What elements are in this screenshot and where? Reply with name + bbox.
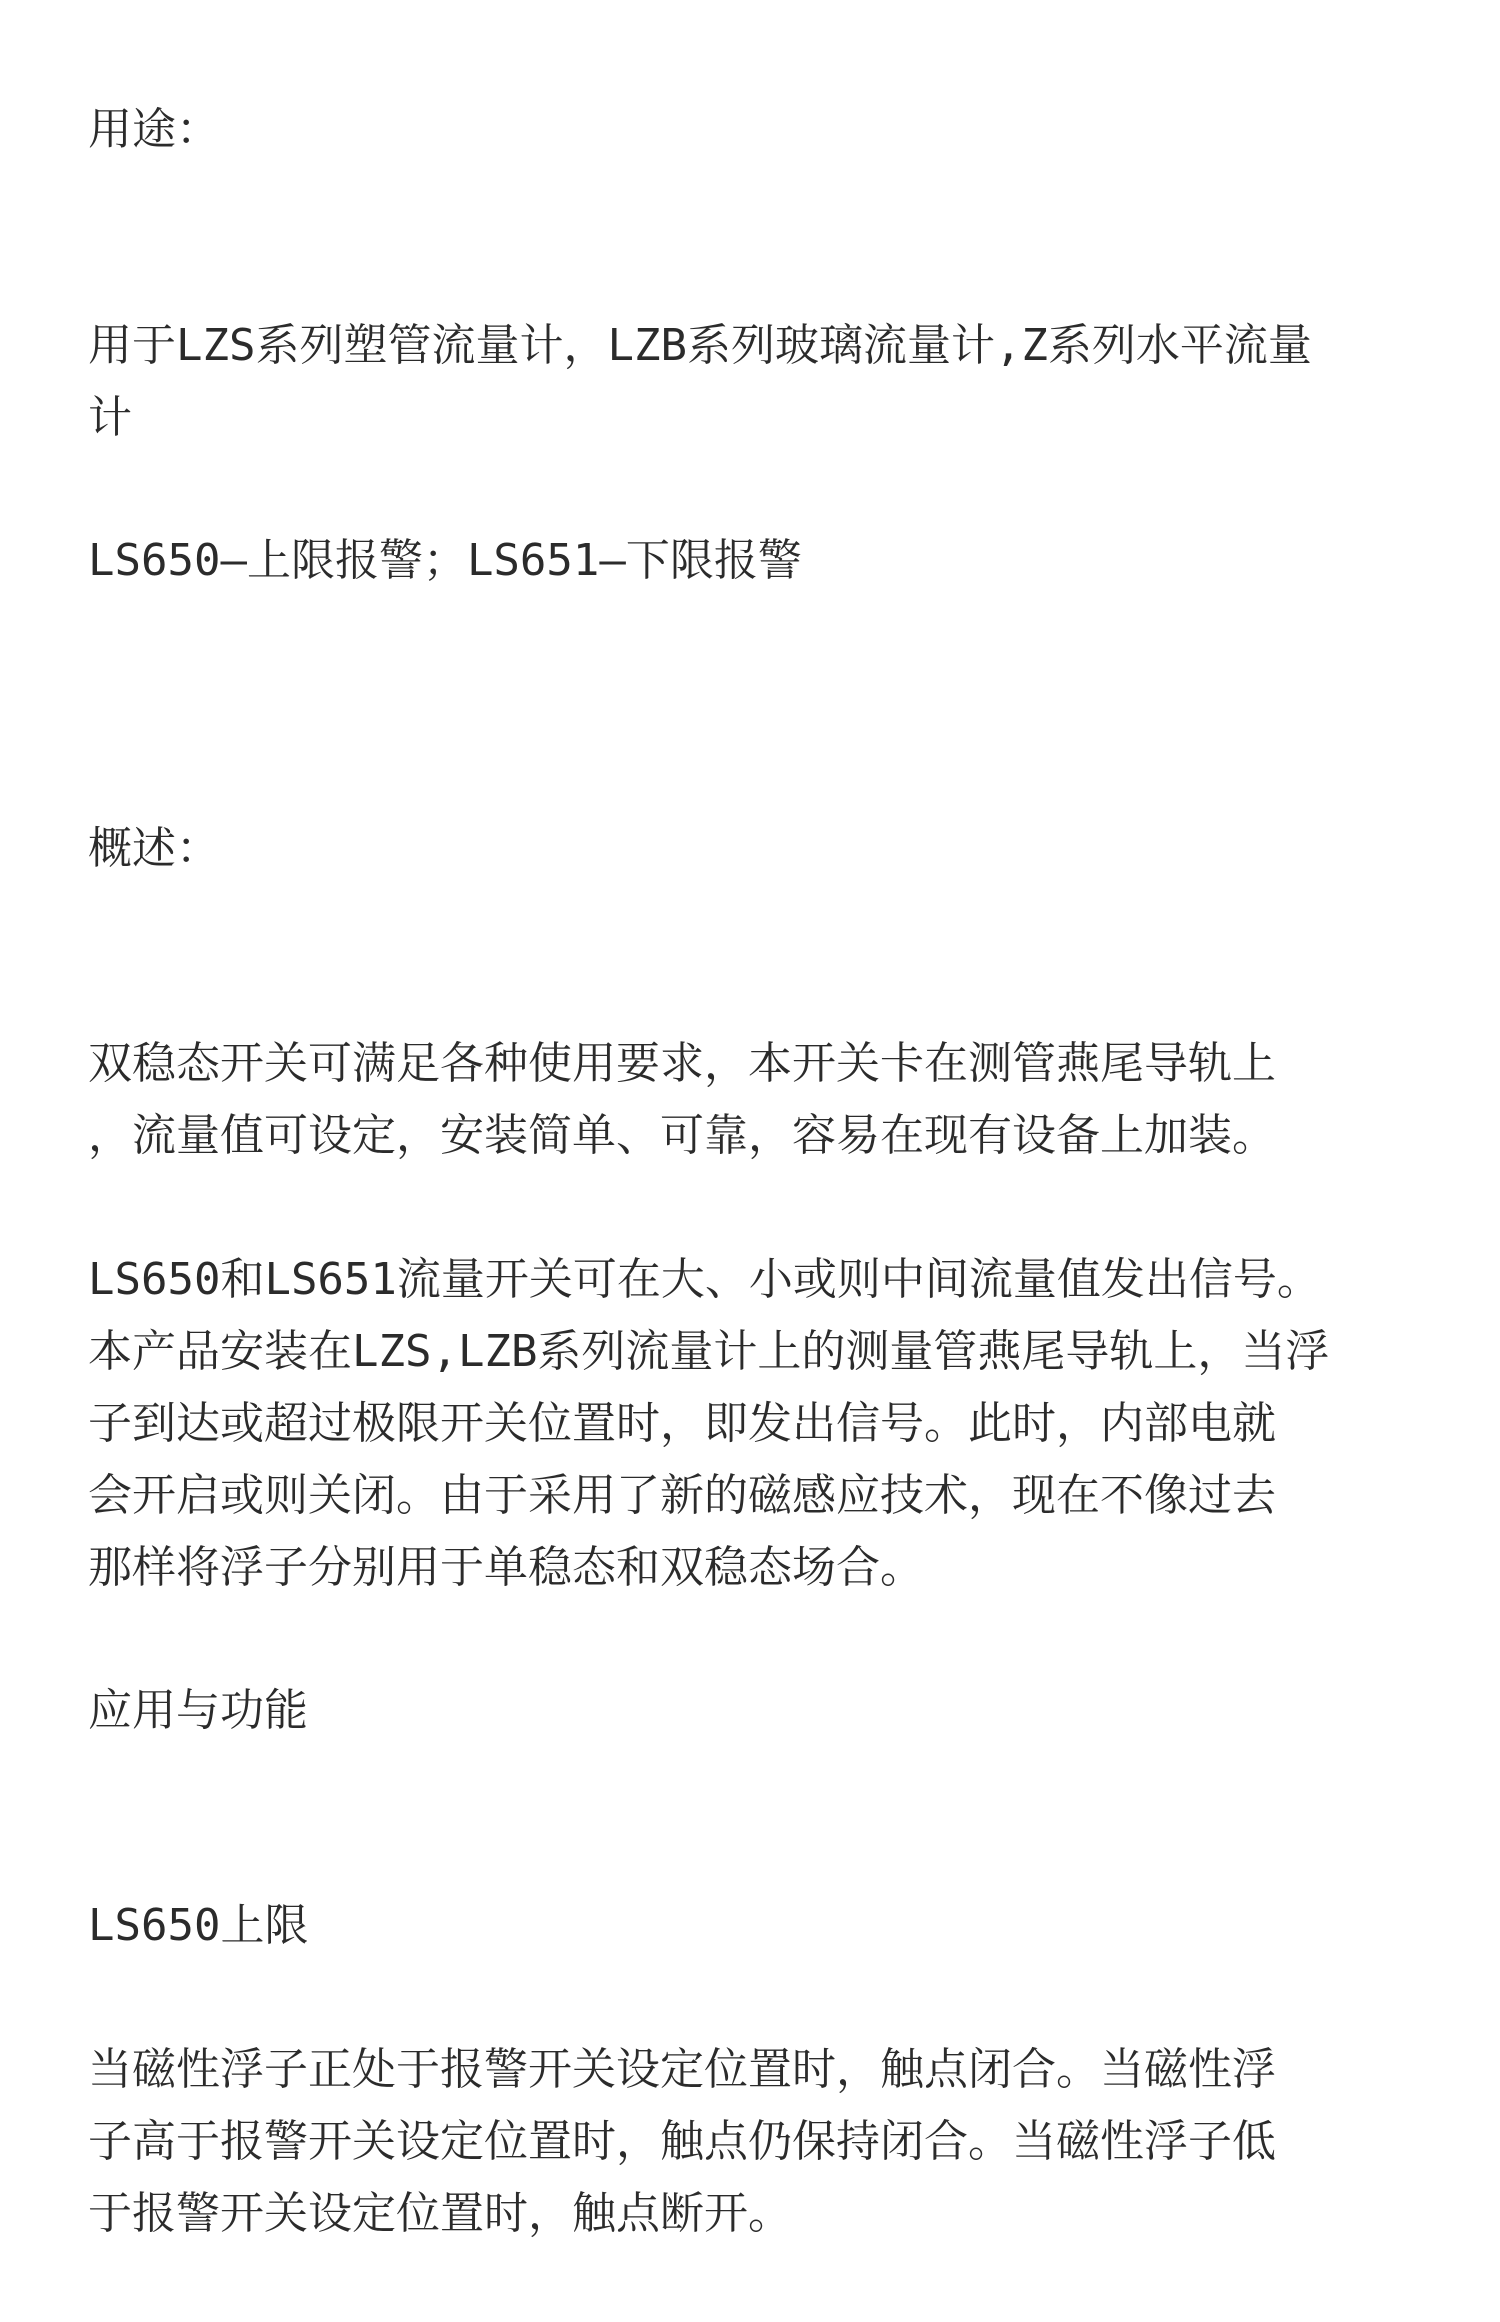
overview-p1-line-2: ，流量值可设定，安装简单、可靠，容易在现有设备上加装。	[88, 1110, 1276, 1161]
ls650-heading-text: LS650上限	[88, 1900, 309, 1951]
overview-heading	[88, 813, 220, 885]
ls650-description	[88, 2034, 1276, 2250]
ls650-desc-line-1: 当磁性浮子正处于报警开关设定位置时，触点闭合。当磁性浮	[88, 2044, 1276, 2095]
usage-line-1: 用于LZS系列塑管流量计，LZB系列玻璃流量计,Z系列水平流量	[88, 320, 1312, 371]
overview-p2-line-4: 会开启或则关闭。由于采用了新的磁感应技术，现在不像过去	[88, 1470, 1276, 1521]
usage-heading	[88, 94, 220, 166]
overview-p2-line-3: 子到达或超过极限开关位置时，即发出信号。此时，内部电就	[88, 1398, 1276, 1449]
function-heading	[88, 1675, 308, 1747]
ls650-desc-line-2: 子高于报警开关设定位置时，触点仍保持闭合。当磁性浮子低	[88, 2116, 1276, 2167]
function-heading-text: 应用与功能	[88, 1685, 308, 1736]
alarm-types-paragraph	[88, 525, 802, 597]
overview-p2-line-2: 本产品安装在LZS,LZB系列流量计上的测量管燕尾导轨上，当浮	[88, 1326, 1330, 1377]
overview-paragraph-1	[88, 1028, 1276, 1172]
usage-paragraph	[88, 310, 1312, 454]
overview-p2-line-5: 那样将浮子分别用于单稳态和双稳态场合。	[88, 1542, 924, 1593]
overview-p2-line-1: LS650和LS651流量开关可在大、小或则中间流量值发出信号。	[88, 1254, 1321, 1305]
usage-heading-text: 用途：	[88, 104, 220, 155]
usage-line-2: 计	[88, 392, 132, 443]
overview-p1-line-1: 双稳态开关可满足各种使用要求，本开关卡在测管燕尾导轨上	[88, 1038, 1276, 1089]
alarm-types-line: LS650—上限报警；LS651—下限报警	[88, 535, 802, 586]
overview-paragraph-2	[88, 1244, 1329, 1604]
ls650-heading	[88, 1890, 308, 1962]
ls650-desc-line-3: 于报警开关设定位置时，触点断开。	[88, 2188, 792, 2239]
overview-heading-text: 概述：	[88, 823, 220, 874]
